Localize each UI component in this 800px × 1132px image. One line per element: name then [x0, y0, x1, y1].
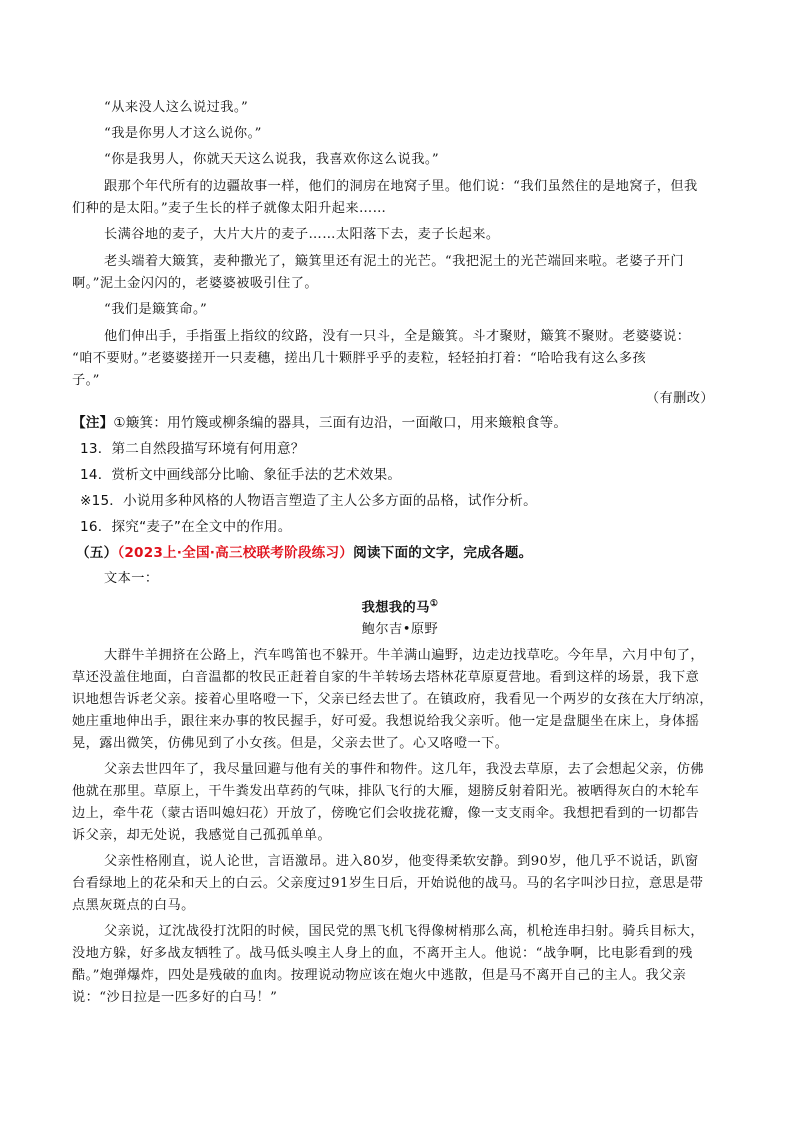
article-title-text: 我想我的马 — [361, 600, 430, 616]
article-line: 诉父亲，却无处说，我感觉自己孤孤单单。 — [72, 828, 332, 843]
article-line: 他就在那里。草原上，干牛粪发出草药的气味，排队飞行的大雁，翅膀反射着阳光。被晒得灰白的木轮车 — [72, 784, 700, 799]
footnote-text: ①簸箕：用竹篾或柳条编的器具，三面有边沿，一面敞口，用来簸粮食等。 — [113, 415, 568, 431]
section-source: （2023上·全国·高三校联考阶段练习） — [117, 545, 354, 561]
story-line: 子。” — [72, 373, 100, 388]
article-author: 鲍尔吉•原野 — [361, 622, 439, 637]
question-14: 14．赏析文中画线部分比喻、象征手法的艺术效果。 — [80, 467, 402, 483]
article-line: 识地想告诉老父亲。接着心里咯噔一下，父亲已经去世了。在镇政府，我看见一个两岁的女孩在大厅纳凉， — [72, 692, 713, 707]
footnote — [72, 413, 567, 433]
article-line: 父亲性格刚直，说人论世，言语激昂。进入80岁，他变得柔软安静。到90岁，他几乎不说话，趴窗 — [104, 854, 699, 869]
section-number: （五） — [76, 545, 118, 561]
story-line: 跟那个年代所有的边疆故事一样，他们的洞房在地窝子里。他们说：“我们虽然住的是地窝子，但我 — [104, 179, 698, 194]
article-title-note: ① — [429, 599, 439, 609]
question-13: 13．第二自然段描写环境有何用意？ — [80, 441, 305, 457]
text-label: 文本一： — [104, 571, 159, 586]
story-line: 啊。”泥土金闪闪的，老婆婆被吸引住了。 — [72, 276, 319, 291]
footnote-label: 【注】 — [72, 415, 114, 431]
story-line: “我是你男人才这么说你。” — [104, 126, 262, 141]
article-line: 点黑灰斑点的白马。 — [72, 898, 195, 913]
article-title — [0, 594, 800, 618]
article-line: 边上，牵牛花（蒙古语叫媳妇花）开放了，傍晚它们会收拢花瓣，像一支支雨伞。我想把看到的一切都告 — [72, 806, 700, 821]
source-note: （有删改） — [645, 391, 714, 406]
article-line: 说：“沙日拉是一匹多好的白马！” — [72, 990, 278, 1005]
question-16: 16．探究“麦子”在全文中的作用。 — [80, 519, 292, 535]
story-line: 他们伸出手，手指蛋上指纹的纹路，没有一只斗，全是簸箕。斗才聚财，簸箕不聚财。老婆婆说： — [104, 329, 691, 344]
story-line: “你是我男人，你就天天这么说我，我喜欢你这么说我。” — [104, 152, 440, 167]
section-heading — [76, 543, 532, 563]
story-line: 长满谷地的麦子，大片大片的麦子……太阳落下去，麦子长起来。 — [104, 227, 500, 242]
article-line: 酷。”炮弹爆炸，四处是残破的血肉。按理说动物应该在炮火中逃散，但是马不离开自己的主人。我父亲 — [72, 968, 687, 983]
article-line: 没地方躲，好多战友牺牲了。战马低头嗅主人身上的血，不离开主人。他说：“战争啊，比电影看到的残 — [72, 946, 693, 961]
article-line: 草还没盖住地面，白音温都的牧民正赶着自家的牛羊转场去塔林花草原夏营地。看到这样的场景，我下意 — [72, 670, 700, 685]
story-line: 老头端着大簸箕，麦种撒光了，簸箕里还有泥土的光芒。“我把泥土的光芒端回来啦。老婆子开门 — [104, 254, 684, 269]
story-line: “从来没人这么说过我。” — [104, 100, 249, 115]
article-line: 大群牛羊拥挤在公路上，汽车鸣笛也不躲开。牛羊满山遍野，边走边找草吃。今年旱，六月中旬了， — [104, 648, 705, 663]
story-line: 们种的是太阳。”麦子生长的样子就像太阳升起来…… — [72, 201, 387, 216]
article-line: 台看绿地上的花朵和天上的白云。父亲度过91岁生日后，开始说他的战马。马的名字叫沙日拉，意思是带 — [72, 876, 704, 891]
section-instruction: 阅读下面的文字，完成各题。 — [353, 545, 533, 561]
article-line: 晃，露出微笑，仿佛见到了小女孩。但是，父亲去世了。心又咯噔一下。 — [72, 736, 509, 751]
question-15: ※15．小说用多种风格的人物语言塑造了主人公多方面的品格，试作分析。 — [80, 493, 537, 509]
story-line: “我们是簸箕命。” — [104, 302, 208, 317]
story-line: “咱不要财。”老婆婆搓开一只麦穗，搓出几十颗胖乎乎的麦粒，轻轻拍打着：“哈哈我有这么多孩 — [72, 351, 647, 366]
article-line: 父亲说，辽沈战役打沈阳的时候，国民党的黑飞机飞得像树梢那么高，机枪连串扫射。骑兵目标大， — [104, 924, 705, 939]
article-line: 父亲去世四年了，我尽量回避与他有关的事件和物件。这几年，我没去草原，去了会想起父亲，仿佛 — [104, 762, 705, 777]
article-line: 她庄重地伸出手，跟往来办事的牧民握手，好可爱。我想说给我父亲听。他一定是盘腿坐在床上，身体摇 — [72, 714, 700, 729]
